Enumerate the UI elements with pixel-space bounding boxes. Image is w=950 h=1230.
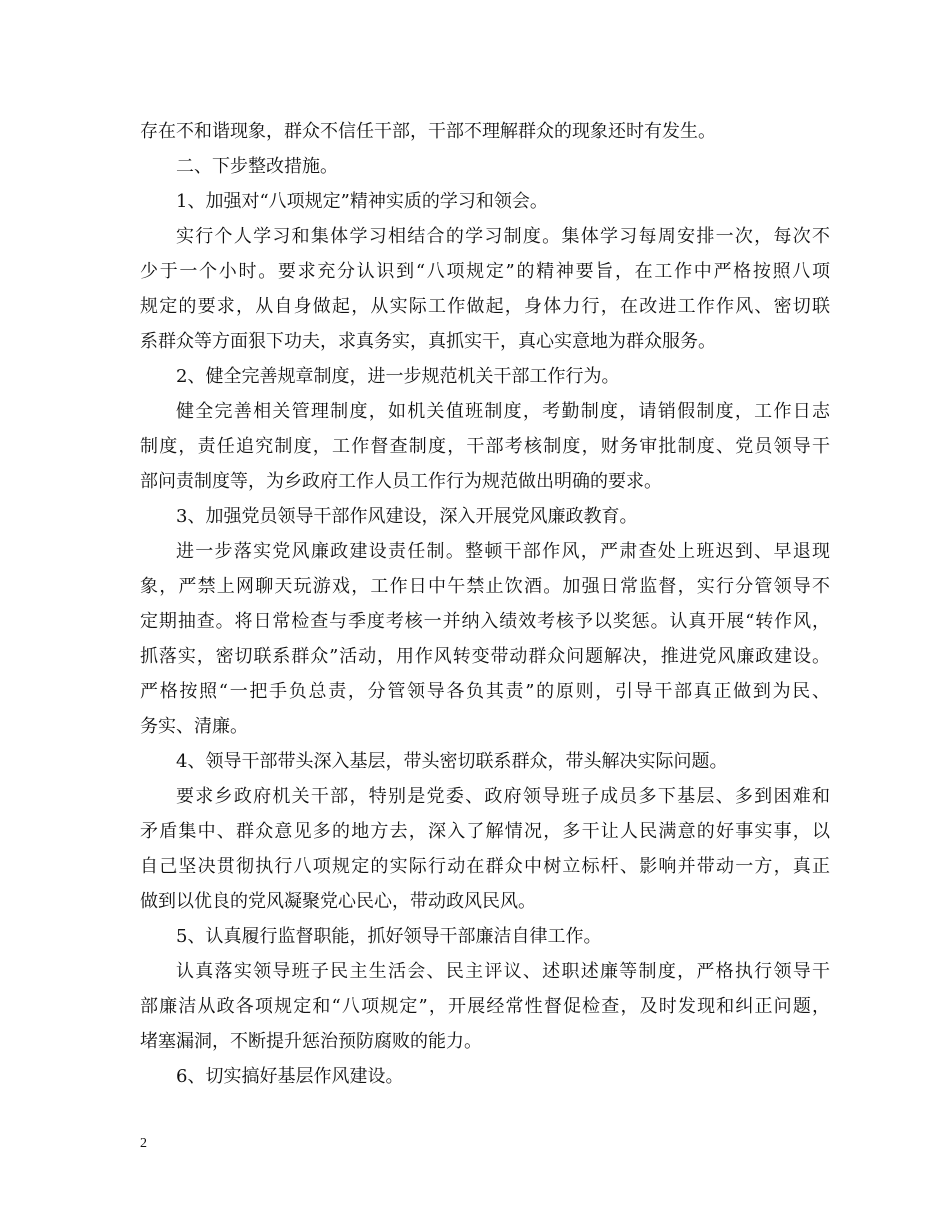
text-line: 做到以优良的党风凝聚党心民心，带动政风民风。: [140, 891, 536, 912]
text-line: 矛盾集中、群众意见多的地方去，深入了解情况，多干让人民满意的好事实事，以: [140, 821, 830, 842]
text-line: 定期抽查。将日常检查与季度考核一并纳入绩效考核予以奖惩。认真开展“转作风，: [140, 611, 830, 632]
text-line: 系群众等方面狠下功夫，求真务实，真抓实干，真心实意地为群众服务。: [140, 331, 716, 352]
text-line: 健全完善相关管理制度，如机关值班制度，考勤制度，请销假制度，工作日志: [176, 401, 830, 422]
text-line: 部问责制度等，为乡政府工作人员工作行为规范做出明确的要求。: [140, 471, 662, 492]
text-line: 务实、清廉。: [140, 716, 248, 737]
text-line: 1、加强对“八项规定”精神实质的学习和领会。: [176, 191, 548, 212]
text-line: 自己坚决贯彻执行八项规定的实际行动在群众中树立标杆、影响并带动一方，真正: [140, 856, 830, 877]
page-number: 2: [140, 1136, 147, 1151]
text-line: 严格按照“一把手负总责，分管领导各负其责”的原则，引导干部真正做到为民、: [140, 681, 830, 702]
document-body: [140, 114, 830, 1094]
text-line: 进一步落实党风廉政建设责任制。整顿干部作风，严肃查处上班迟到、早退现: [176, 541, 830, 562]
text-line: 认真落实领导班子民主生活会、民主评议、述职述廉等制度，严格执行领导干: [176, 961, 830, 982]
text-line: 3、加强党员领导干部作风建设，深入开展党风廉政教育。: [176, 506, 638, 527]
text-line: 堵塞漏洞，不断提升惩治预防腐败的能力。: [140, 1031, 482, 1052]
text-line: 抓落实，密切联系群众”活动，用作风转变带动群众问题解决，推进党风廉政建设。: [140, 646, 830, 667]
text-line: 少于一个小时。要求充分认识到“八项规定”的精神要旨，在工作中严格按照八项: [140, 261, 830, 282]
text-line: 5、认真履行监督职能，抓好领导干部廉洁自律工作。: [176, 926, 602, 947]
text-line: 二、下步整改措施。: [176, 156, 338, 177]
text-line: 部廉洁从政各项规定和“八项规定”，开展经常性督促检查，及时发现和纠正问题，: [140, 996, 830, 1017]
text-line: 6、切实搞好基层作风建设。: [176, 1066, 404, 1087]
text-line: 实行个人学习和集体学习相结合的学习制度。集体学习每周安排一次，每次不: [176, 226, 830, 247]
text-line: 象，严禁上网聊天玩游戏，工作日中午禁止饮酒。加强日常监督，实行分管领导不: [140, 576, 830, 597]
text-line: 2、健全完善规章制度，进一步规范机关干部工作行为。: [176, 366, 620, 387]
text-line: 存在不和谐现象，群众不信任干部，干部不理解群众的现象还时有发生。: [140, 121, 716, 142]
text-line: 4、领导干部带头深入基层，带头密切联系群众，带头解决实际问题。: [176, 751, 728, 772]
text-line: 要求乡政府机关干部，特别是党委、政府领导班子成员多下基层、多到困难和: [176, 786, 830, 807]
text-line: 规定的要求，从自身做起，从实际工作做起，身体力行，在改进工作作风、密切联: [140, 296, 830, 317]
text-line: 制度，责任追究制度，工作督查制度，干部考核制度，财务审批制度、党员领导干: [140, 436, 830, 457]
